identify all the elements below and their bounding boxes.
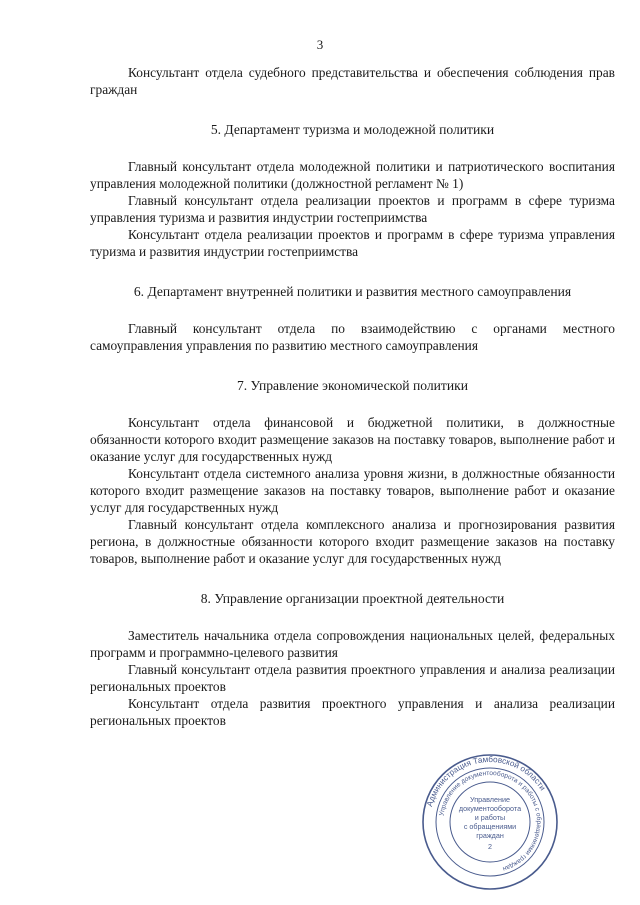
section-6-paragraph: Главный консультант отдела по взаимодействию с органами местного самоуправления управления по развитию местного самоуправления: [90, 321, 615, 353]
section-heading-5: 5. Департамент туризма и молодежной политики: [210, 122, 495, 137]
stamp-center-line: и работы: [474, 813, 506, 822]
stamp-outer-text: Администрация Тамбовской области: [425, 754, 548, 808]
stamp-center-line: документооборота: [458, 804, 522, 813]
intro-paragraph: Консультант отдела судебного представительства и обеспечения соблюдения прав граждан: [90, 65, 615, 97]
section-8-paragraph: Главный консультант отдела развития проектного управления и анализа реализации региональных проектов: [90, 662, 615, 694]
stamp-center-text: [459, 795, 521, 851]
section-7-paragraph: Главный консультант отдела комплексного анализа и прогнозирования развития региона, в должностные обязанности которого входит размещение заказов на поставку товаров, выполнение работ и оказание услуг для государственных нужд: [90, 517, 615, 566]
section-8-paragraph: Заместитель начальника отдела сопровождения национальных целей, федеральных программ и программно-целевого развития: [90, 628, 615, 660]
stamp-inner-text: Управление документооборота и работы с обращениями граждан: [438, 769, 543, 873]
stamp-center-line: с обращениями: [463, 822, 517, 831]
section-5-paragraph: Главный консультант отдела молодежной политики и патриотического воспитания управления молодежной политики (должностной регламент № 1): [90, 159, 615, 191]
section-7-paragraph: Консультант отдела системного анализа уровня жизни, в должностные обязанности которого входит размещение заказов на поставку товаров, выполнение работ и оказание услуг для государственных нужд: [90, 466, 615, 515]
page-number: 3: [316, 37, 324, 52]
section-5-paragraph: Консультант отдела реализации проектов и программ в сфере туризма управления туризма и развития индустрии гостеприимства: [90, 227, 615, 259]
official-stamp: [420, 752, 560, 892]
section-5-paragraph: Главный консультант отдела реализации проектов и программ в сфере туризма управления туризма и развития индустрии гостеприимства: [90, 193, 615, 225]
document-body: [90, 64, 615, 729]
stamp-center-line: граждан: [476, 831, 504, 840]
stamp-center-line: Управление: [470, 795, 510, 804]
section-8-paragraph: Консультант отдела развития проектного управления и анализа реализации региональных проектов: [90, 696, 615, 728]
section-heading-7: 7. Управление экономической политики: [236, 378, 469, 393]
section-heading-6: 6. Департамент внутренней политики и развития местного самоуправления: [133, 284, 572, 299]
section-heading-8: 8. Управление организации проектной деятельности: [200, 591, 505, 606]
stamp-center-line: 2: [488, 842, 492, 851]
section-7-paragraph: Консультант отдела финансовой и бюджетной политики, в должностные обязанности которого входит размещение заказов на поставку товаров, выполнение работ и оказание услуг для государственных нужд: [90, 415, 615, 464]
